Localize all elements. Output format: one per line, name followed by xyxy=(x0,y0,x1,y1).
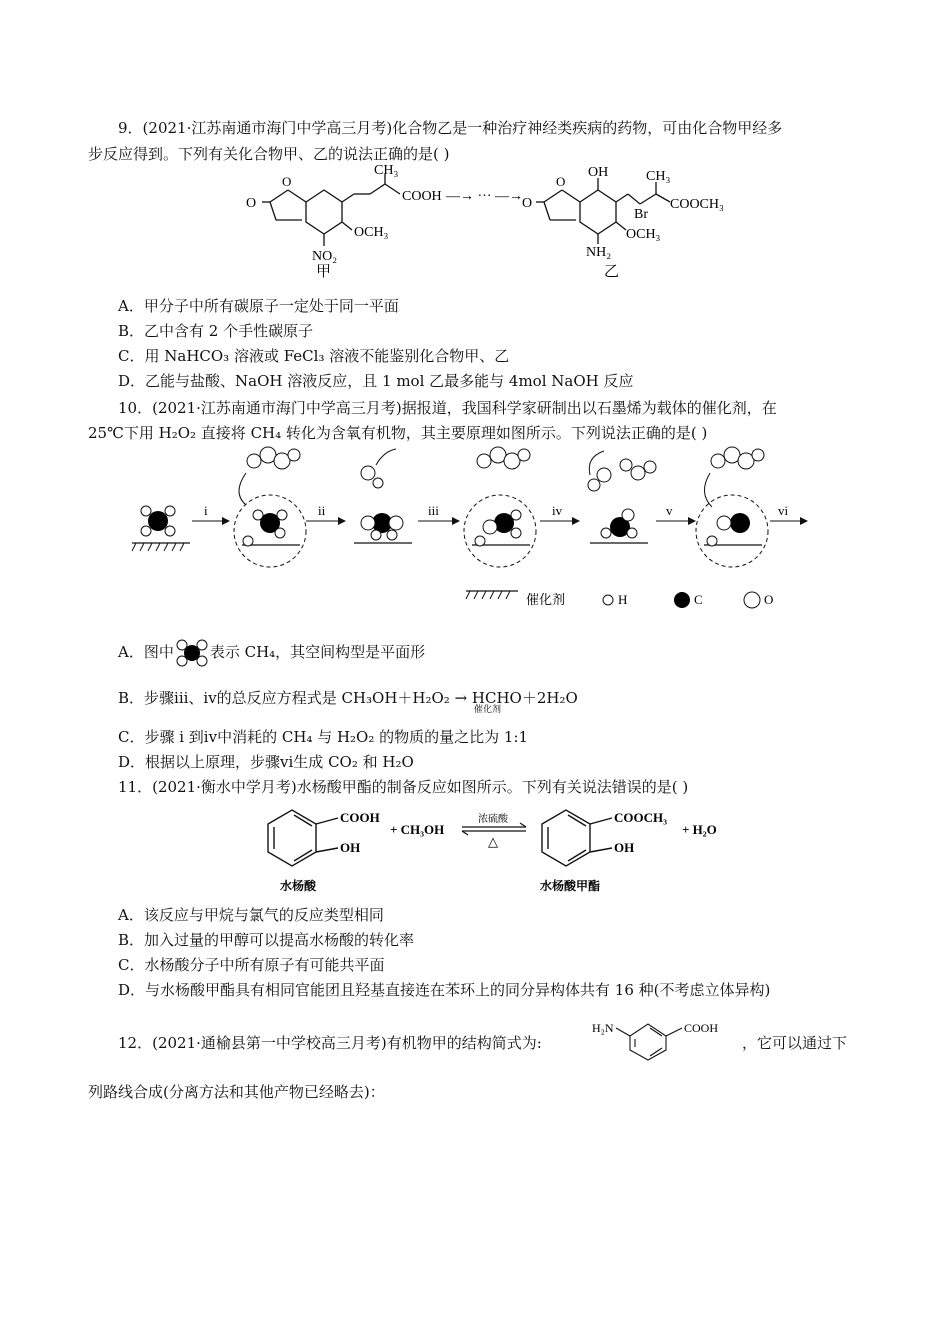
step-i-label: i xyxy=(204,503,208,518)
step-v-label: v xyxy=(666,503,673,518)
stage-4 xyxy=(464,447,536,567)
q9-option-c: C．用 NaHCO₃ 溶液或 FeCl₃ 溶液不能鉴别化合物甲、乙 xyxy=(118,347,510,365)
salicylic-acid-structure xyxy=(268,810,338,866)
condition-conc-sulfuric-acid: 浓硫酸 xyxy=(478,814,508,825)
q11-reaction-figure xyxy=(258,800,758,896)
legend-c: C xyxy=(694,592,703,607)
yi-nh2: NH₂ xyxy=(586,245,612,260)
q12-cooh: COOH xyxy=(684,1021,719,1035)
q12-nh2: H₂N xyxy=(592,1021,614,1035)
yi-oh: OH xyxy=(588,165,609,180)
q10-option-a-prefix: A．图中 xyxy=(118,643,174,661)
legend-o: O xyxy=(764,592,774,607)
yi-och3: OCH₃ xyxy=(626,227,661,242)
q10-stem-line1: 10．(2021·江苏南通市海门中学高三月考)据报道，我国科学家研制出以石墨烯为载体的催化剂，在 xyxy=(118,399,777,417)
q11-stem: 11．(2021·衡水中学月考)水杨酸甲酯的制备反应如图所示。下列有关说法错误的是( ) xyxy=(118,778,689,796)
plus-water: + H₂O xyxy=(682,822,717,837)
stage-3 xyxy=(354,449,412,543)
step-iv-label: iv xyxy=(552,503,563,518)
jia-label: 甲 xyxy=(316,264,332,280)
yi-label: 乙 xyxy=(604,264,620,280)
step-ii-label: ii xyxy=(318,503,326,518)
salicylic-cooh: COOH xyxy=(340,810,380,825)
methane-model-icon xyxy=(174,639,210,667)
q9-option-d: D．乙能与盐酸、NaOH 溶液反应，且 1 mol 乙最多能与 4mol NaOH 反应 xyxy=(118,372,634,390)
yi-cooch3: COOCH₃ xyxy=(670,197,724,212)
stage-1-methane xyxy=(132,506,190,551)
mechanism-legend xyxy=(466,591,773,608)
jia-carbonyl-o: O xyxy=(246,196,257,211)
q10-option-a xyxy=(118,639,425,667)
q10-stem-line2: 25℃下用 H₂O₂ 直接将 CH₄ 转化为含氧有机物，其主要原理如图所示。下列说法正确的是( ) xyxy=(88,424,708,442)
q9-stem-line1: 9．(2021·江苏南通市海门中学高三月考)化合物乙是一种治疗神经类疾病的药物，可由化合物甲经多 xyxy=(118,119,783,137)
methyl-salicylate-structure xyxy=(542,810,612,866)
methyl-salicylate-oh: OH xyxy=(614,840,635,855)
legend-h: H xyxy=(618,592,628,607)
salicylic-oh: OH xyxy=(340,840,361,855)
jia-och3: OCH₃ xyxy=(354,225,389,240)
q11-option-d: D．与水杨酸甲酯具有相同官能团且羟基直接连在苯环上的同分异构体共有 16 种(不考虑立体异构) xyxy=(118,981,771,999)
plus-methanol: + CH₃OH xyxy=(390,822,445,837)
label-salicylic-acid: 水杨酸 xyxy=(280,879,317,893)
stage-2 xyxy=(234,447,306,567)
jia-ring-o: O xyxy=(282,174,292,189)
q10-option-b xyxy=(118,688,578,708)
q10-option-b-text: B．步骤iii、iv的总反应方程式是 CH₃OH＋H₂O₂ → HCHO＋2H₂O xyxy=(118,689,578,707)
q10-mechanism-figure xyxy=(120,445,820,615)
legend-catalyst: 催化剂 xyxy=(526,592,566,607)
q9-option-b: B．乙中含有 2 个手性碳原子 xyxy=(118,322,314,340)
jia-cooh: COOH xyxy=(402,189,442,204)
stage-5 xyxy=(588,451,656,543)
q12-stem-prefix: 12．(2021·通榆县第一中学校高三月考)有机物甲的结构简式为: xyxy=(118,1034,542,1052)
q12-stem-line2: 列路线合成(分离方法和其他产物已经略去)： xyxy=(88,1083,385,1101)
yi-carbonyl-o: O xyxy=(522,196,533,211)
q9-option-a: A．甲分子中所有碳原子一定处于同一平面 xyxy=(118,297,399,315)
step-vi-label: vi xyxy=(778,503,789,518)
q10-option-b-condition: 催化剂 xyxy=(474,705,502,715)
q12-structure-aminobenzoic-acid xyxy=(590,1012,750,1062)
q9-structures-figure xyxy=(240,160,760,280)
q9-stem-line2: 步反应得到。下列有关化合物甲、乙的说法正确的是( ) xyxy=(88,145,450,163)
methyl-salicylate-cooch3: COOCH₃ xyxy=(614,810,668,825)
q11-option-a: A．该反应与甲烷与氯气的反应类型相同 xyxy=(118,906,384,924)
condition-heat: △ xyxy=(488,834,498,849)
q10-option-d: D．根据以上原理，步骤vi生成 CO₂ 和 H₂O xyxy=(118,753,414,771)
q10-option-a-suffix: 表示 CH₄，其空间构型是平面形 xyxy=(209,643,426,661)
q12-stem-suffix: ，它可以通过下 xyxy=(742,1034,848,1052)
label-methyl-salicylate: 水杨酸甲酯 xyxy=(540,879,601,893)
yi-ring-o: O xyxy=(556,174,566,189)
step-iii-label: iii xyxy=(428,503,439,518)
q11-option-c: C．水杨酸分子中所有原子有可能共平面 xyxy=(118,956,385,974)
stage-6 xyxy=(696,447,768,567)
jia-no2: NO₂ xyxy=(312,249,338,264)
q11-option-b: B．加入过量的甲醇可以提高水杨酸的转化率 xyxy=(118,931,415,949)
yi-ch3: CH₃ xyxy=(646,169,671,184)
yi-br: Br xyxy=(634,207,648,222)
jia-ch3: CH₃ xyxy=(374,163,399,178)
q9-reaction-arrow: —→ ··· —→ xyxy=(446,189,523,204)
q10-option-c: C．步骤 i 到iv中消耗的 CH₄ 与 H₂O₂ 的物质的量之比为 1:1 xyxy=(118,728,529,746)
